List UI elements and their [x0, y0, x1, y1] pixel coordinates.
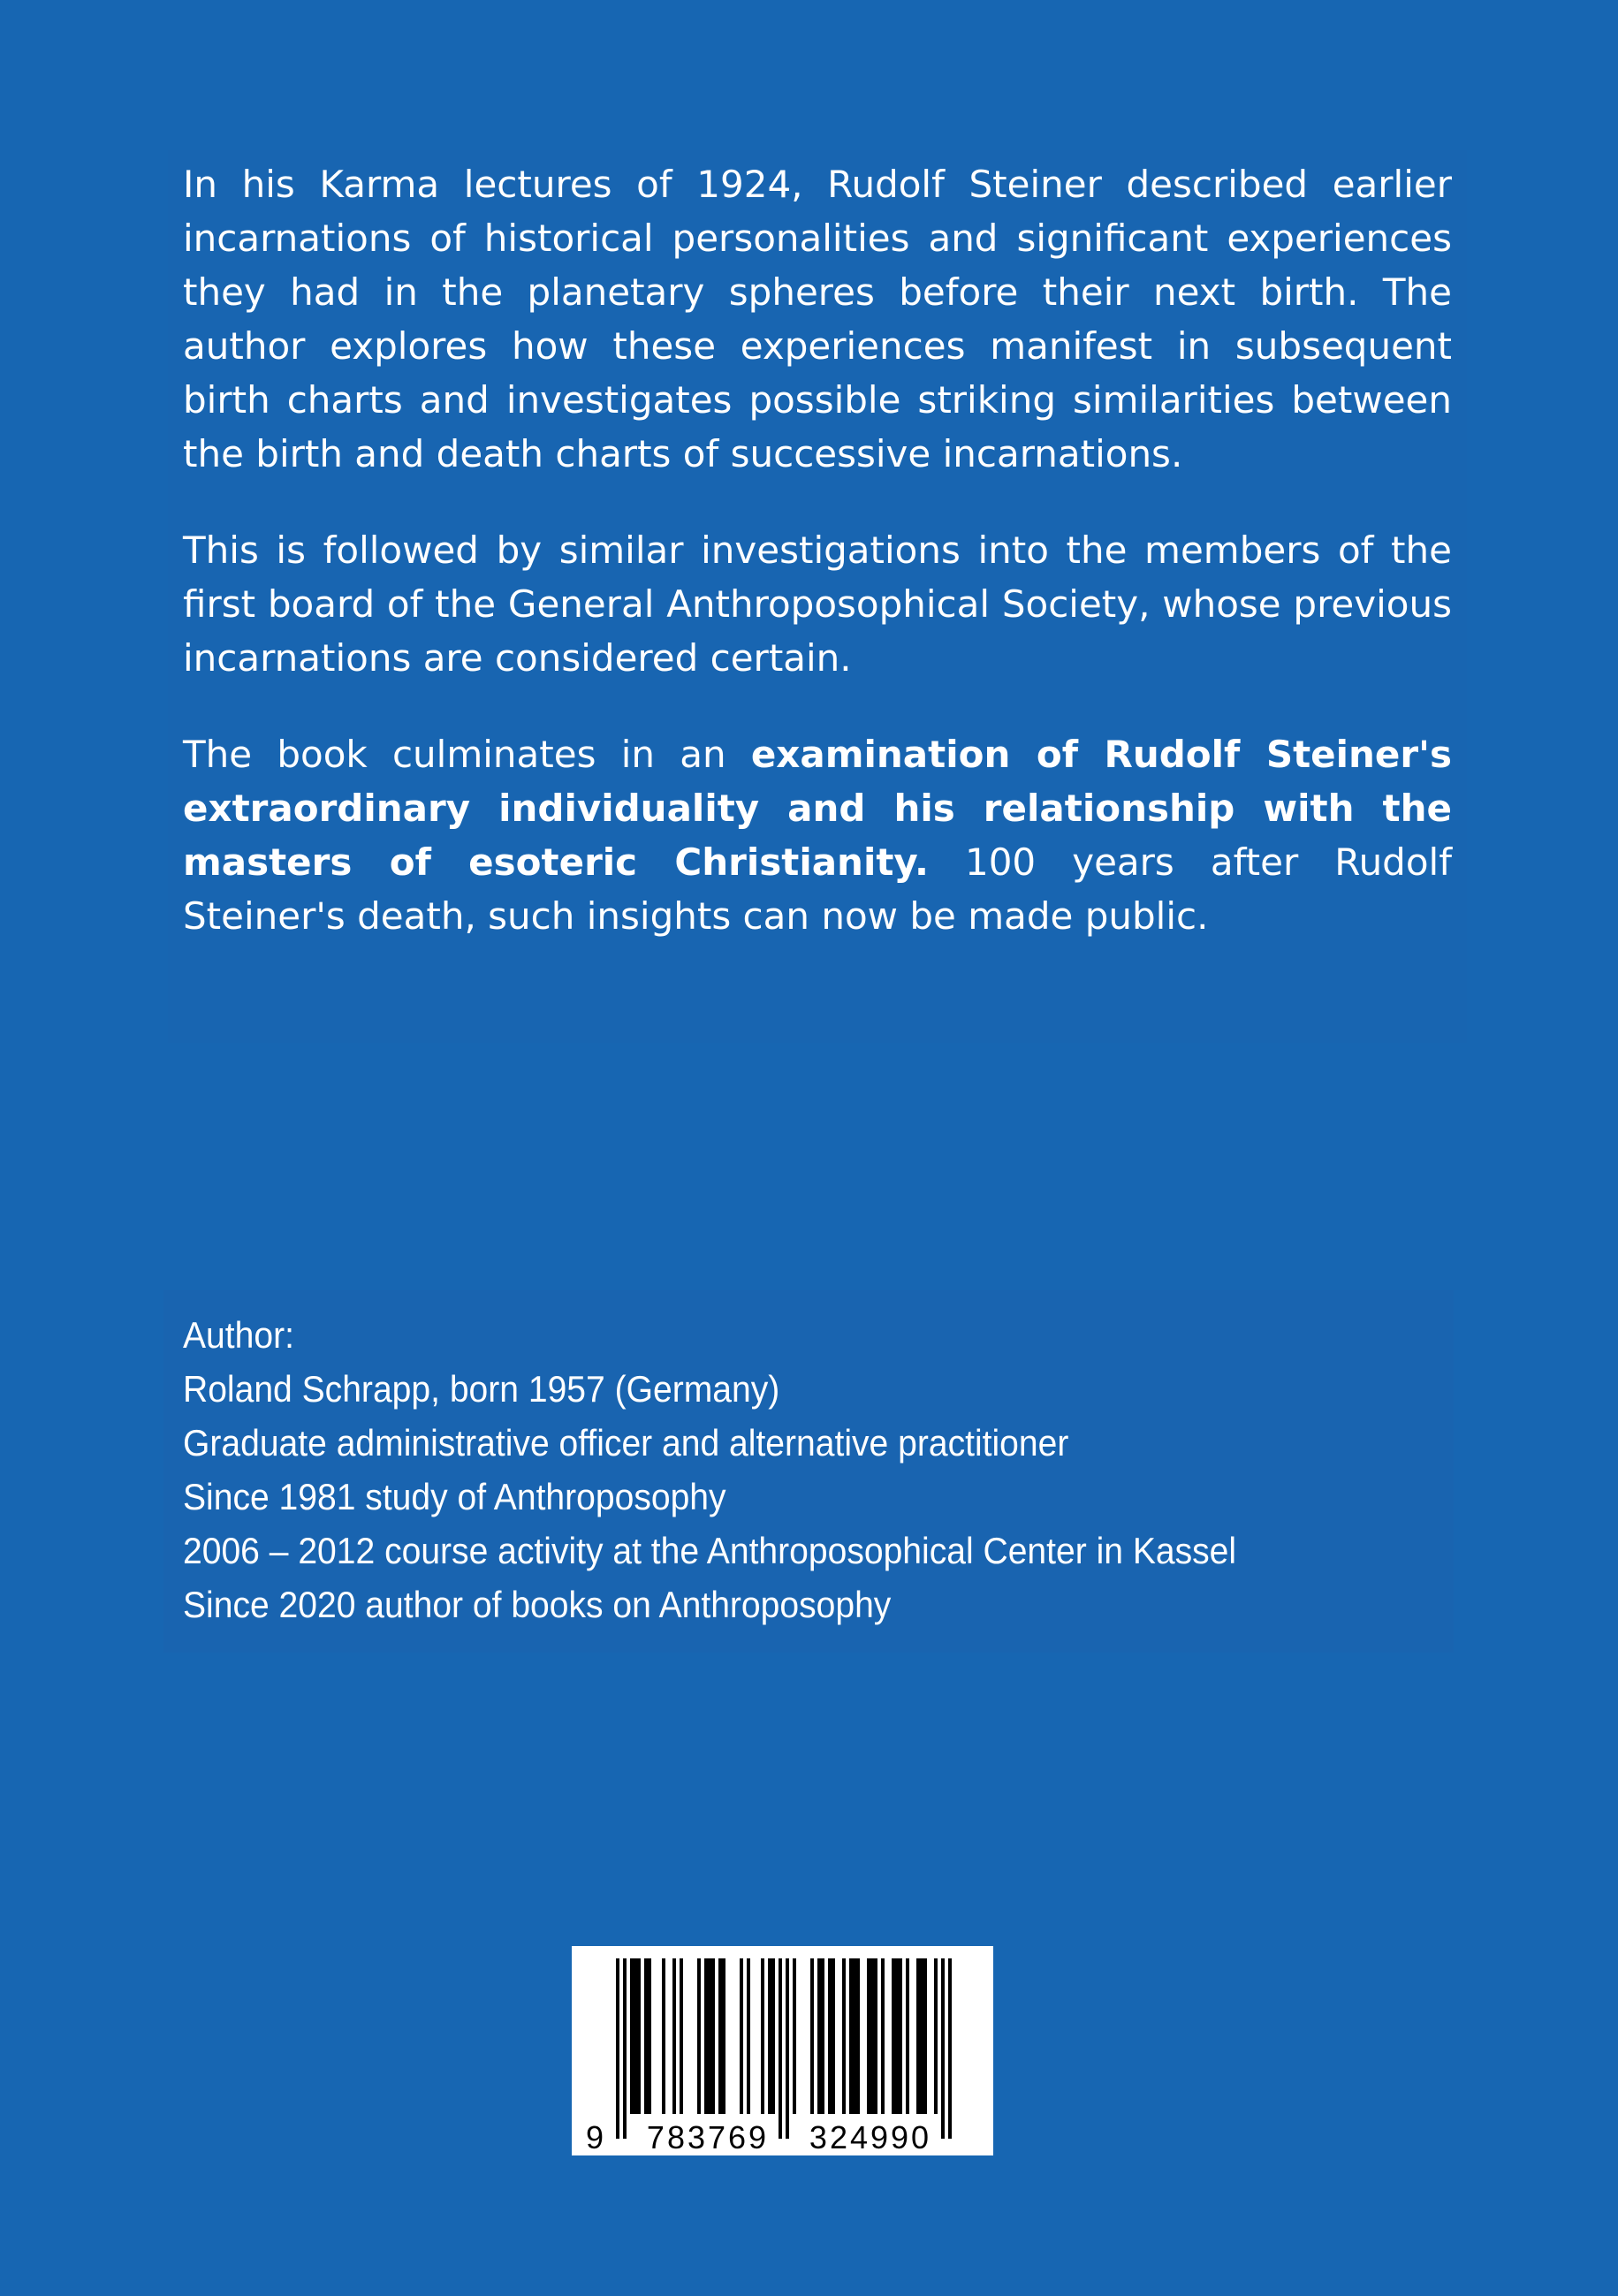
isbn-barcode: [572, 1946, 993, 2155]
author-line-profession: Graduate administrative officer and alternative practitioner: [183, 1422, 1069, 1464]
barcode-bar: [740, 1958, 743, 2114]
author-heading: Author:: [183, 1314, 294, 1356]
barcode-bars: [616, 1958, 952, 2139]
blurb-paragraph-3-highlight: examination of Rudolf Steiner's extraordinary individuality and his relationship with the masters of esoteric Christianity.: [183, 733, 1452, 884]
author-line-books: Since 2020 author of books on Anthroposophy: [183, 1584, 892, 1625]
barcode-bar: [616, 1958, 619, 2139]
barcode-bar: [906, 1958, 909, 2114]
barcode-graphic: [572, 1946, 993, 2155]
barcode-bar: [892, 1958, 902, 2114]
barcode-bar: [793, 1958, 796, 2114]
author-line-courses: 2006 – 2012 course activity at the Anthroposophical Center in Kassel: [183, 1530, 1237, 1571]
barcode-bar: [662, 1958, 665, 2114]
barcode-bar: [828, 1958, 835, 2114]
barcode-bar: [644, 1958, 651, 2114]
barcode-bar: [779, 1958, 782, 2139]
blurb-paragraph-2: This is followed by similar investigations into the members of the first board of the General Anthroposophical Society, whose previous incarnations are considered certain.: [183, 528, 1452, 680]
author-line-name: Roland Schrapp, born 1957 (Germany): [183, 1368, 780, 1410]
barcode-bar: [786, 1958, 789, 2139]
barcode-bar: [867, 1958, 877, 2114]
barcode-bar: [672, 1958, 676, 2114]
barcode-digits-left: 783769: [646, 2119, 770, 2155]
barcode-bar: [817, 1958, 824, 2114]
barcode-bar: [747, 1958, 750, 2114]
blurb-paragraph-3: [183, 727, 1452, 943]
barcode-bar: [881, 1958, 885, 2114]
barcode-bar: [623, 1958, 627, 2139]
barcode-bar: [704, 1958, 715, 2114]
barcode-bar: [761, 1958, 764, 2114]
blurb-paragraph-3-intro: The book culminates in an: [183, 733, 751, 776]
blurb-text-block: [168, 150, 1467, 1043]
barcode-bar: [934, 1958, 938, 2114]
barcode-digits-right: 324990: [809, 2119, 932, 2155]
barcode-bar: [948, 1958, 952, 2139]
barcode-bar: [810, 1958, 814, 2114]
barcode-bar: [718, 1958, 725, 2114]
barcode-bar: [842, 1958, 846, 2114]
barcode-bar: [916, 1958, 927, 2114]
barcode-bar: [630, 1958, 641, 2114]
barcode-digit-first: 9: [585, 2119, 604, 2155]
author-info-block: [163, 1290, 1454, 1653]
blurb-paragraph-1: In his Karma lectures of 1924, Rudolf Steiner described earlier incarnations of historical personalities and significant experiences they had in the planetary spheres before their next birth. The author explores how these experiences manifest in subsequent birth charts and investigates possible striking similarities between the birth and death charts of successive incarnations.: [183, 163, 1452, 475]
blurb-paragraph-3-outro: 100 years after Rudolf Steiner's death, such insights can now be made public.: [183, 840, 1452, 938]
barcode-bar: [768, 1958, 775, 2114]
barcode-bar: [941, 1958, 945, 2139]
author-line-study: Since 1981 study of Anthroposophy: [183, 1476, 726, 1517]
barcode-bar: [849, 1958, 860, 2114]
barcode-bar: [680, 1958, 683, 2114]
barcode-bar: [697, 1958, 701, 2114]
